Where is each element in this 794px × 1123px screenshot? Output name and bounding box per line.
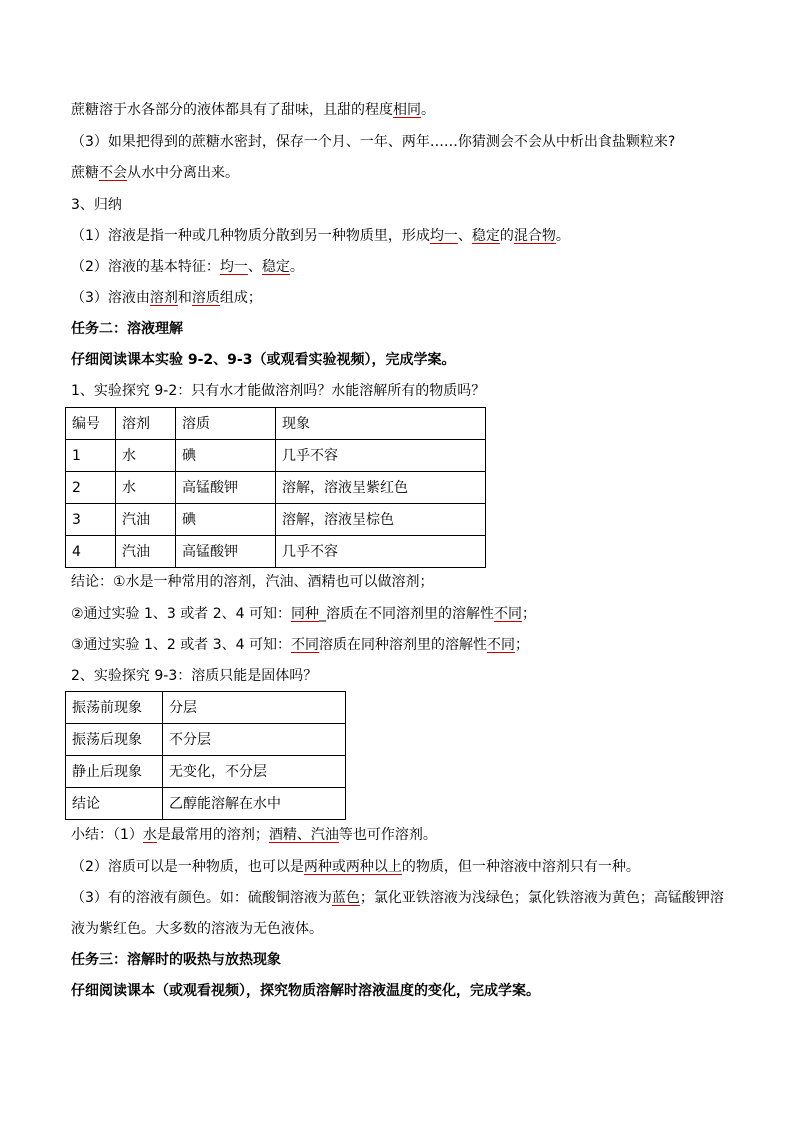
text-segment: 的	[499, 228, 514, 244]
experiment-1-table	[65, 407, 486, 568]
experiment-2-table	[65, 691, 346, 820]
answer-3-line	[71, 163, 239, 183]
text-segment: ③通过实验 1、2 或者 3、4 可知：	[71, 637, 291, 653]
table-cell: 静止后现象	[66, 756, 163, 788]
answer-stable: 稳定	[261, 259, 290, 275]
table-row	[66, 536, 486, 568]
answer-different: 不同	[493, 606, 522, 622]
table-cell: 3	[66, 504, 116, 536]
table-cell: 碘	[176, 440, 276, 472]
sweetness-line	[71, 100, 435, 120]
text-segment: 小结：（1）	[71, 827, 143, 843]
text-segment: ②通过实验 1、3 或者 2、4 可知：	[71, 606, 291, 622]
task3-instruction	[71, 981, 540, 1001]
recap-3	[71, 888, 724, 908]
answer-same: 相同	[393, 102, 421, 118]
answer-blue: 蓝色	[331, 890, 360, 906]
table-row	[66, 756, 346, 788]
table-cell: 汽油	[116, 504, 176, 536]
answer-different: 不同	[486, 637, 515, 653]
text-segment: _溶质在不同溶剂里的溶解性	[318, 606, 494, 622]
table-cell: 振荡前现象	[66, 692, 163, 724]
table-row	[66, 440, 486, 472]
table-cell: 高锰酸钾	[176, 536, 276, 568]
text-segment: （3）如果把得到的蔗糖水密封，保存一个月、一年、两年……你猜测会不会从中析出食盐颗粒来?	[71, 134, 676, 150]
text-segment: ；	[521, 606, 536, 622]
table-cell: 汽油	[116, 536, 176, 568]
experiment-2-question	[71, 666, 317, 686]
text-segment: 结论：①水是一种常用的溶剂，汽油、酒精也可以做溶剂；	[71, 574, 434, 590]
text-segment: ；氯化亚铁溶液为浅绿色；氯化铁溶液为黄色；高锰酸钾溶	[359, 890, 724, 906]
conclusion-3	[71, 635, 529, 655]
text-segment: （1）溶液是指一种或几种物质分散到另一种物质里，形成	[71, 228, 430, 244]
text-segment: 仔细阅读课本（或观看视频），探究物质溶解时溶液温度的变化，完成学案。	[71, 983, 540, 999]
answer-will-not: 不会	[99, 165, 127, 181]
table-cell: 2	[66, 472, 116, 504]
text-segment: 2、实验探究 9-3：溶质只能是固体吗？	[71, 668, 318, 684]
task3-title	[71, 950, 281, 970]
text-segment: 是最常用的溶剂；	[156, 827, 269, 843]
summary-item-2	[71, 257, 304, 277]
answer-stable: 稳定	[471, 228, 500, 244]
answer-mixture: 混合物	[513, 228, 556, 244]
table-cell: 几乎不容	[276, 536, 486, 568]
table-cell: 乙醇能溶解在水中	[163, 788, 346, 820]
text-segment: 的物质，但一种溶液中溶剂只有一种。	[401, 859, 640, 875]
task2-instruction	[71, 350, 455, 370]
conclusion-2	[71, 604, 536, 624]
recap-3-continued	[71, 919, 323, 939]
table-cell: 水	[116, 440, 176, 472]
recap-2	[71, 857, 640, 877]
text-segment: 、	[457, 228, 472, 244]
answer-uniform: 均一	[219, 259, 248, 275]
text-segment: 。	[421, 102, 435, 118]
text-segment: 液为紫红色。大多数的溶液为无色液体。	[71, 921, 323, 937]
answer-solvent: 溶剂	[149, 290, 178, 306]
table-cell: 水	[116, 472, 176, 504]
header-cell-solvent: 溶剂	[116, 408, 176, 440]
text-segment: ；	[514, 637, 529, 653]
table-row	[66, 472, 486, 504]
table-cell: 几乎不容	[276, 440, 486, 472]
text-segment: （2）溶液的基本特征：	[71, 259, 220, 275]
table-cell: 1	[66, 440, 116, 472]
header-cell-solute: 溶质	[176, 408, 276, 440]
table-row	[66, 788, 346, 820]
answer-two-or-more: 两种或两种以上	[303, 859, 402, 875]
table-cell: 碘	[176, 504, 276, 536]
text-segment: 溶质在同种溶剂里的溶解性	[318, 637, 487, 653]
table-cell: 结论	[66, 788, 163, 820]
table-cell: 无变化，不分层	[163, 756, 346, 788]
text-segment: 。	[555, 228, 570, 244]
recap-1	[71, 825, 437, 845]
answer-alcohol-gasoline: 酒精、汽油	[268, 827, 339, 843]
answer-different: 不同	[290, 637, 319, 653]
summary-item-1	[71, 226, 570, 246]
text-segment: 蔗糖	[71, 165, 99, 181]
experiment-1-question	[71, 381, 485, 401]
text-segment: 从水中分离出来。	[127, 165, 239, 181]
text-segment: 1、实验探究 9-2：只有水才能做溶剂吗？水能溶解所有的物质吗？	[71, 383, 486, 399]
table-cell: 振荡后现象	[66, 724, 163, 756]
text-segment: 蔗糖溶于水各部分的液体都具有了甜味，且甜的程度	[71, 102, 393, 118]
table-cell: 溶解，溶液呈棕色	[276, 504, 486, 536]
table-cell: 分层	[163, 692, 346, 724]
answer-water: 水	[142, 827, 157, 843]
header-cell-phenomenon: 现象	[276, 408, 486, 440]
answer-uniform: 均一	[429, 228, 458, 244]
text-segment: 组成；	[219, 290, 262, 306]
table-header-row	[66, 408, 486, 440]
text-segment: 和	[177, 290, 192, 306]
summary-item-3	[71, 288, 262, 308]
text-segment: 、	[247, 259, 262, 275]
table-cell: 高锰酸钾	[176, 472, 276, 504]
table-row	[66, 724, 346, 756]
text-segment: 任务二：溶液理解	[71, 321, 183, 337]
text-segment: 。	[289, 259, 304, 275]
table-cell: 溶解，溶液呈紫红色	[276, 472, 486, 504]
text-segment: 任务三：溶解时的吸热与放热现象	[71, 952, 281, 968]
table-cell: 不分层	[163, 724, 346, 756]
question-3	[71, 132, 675, 152]
summary-heading	[71, 195, 122, 215]
text-segment: 3、归纳	[71, 197, 122, 213]
text-segment: 仔细阅读课本实验 9-2、9-3（或观看实验视频），完成学案。	[71, 352, 456, 368]
task2-title	[71, 319, 183, 339]
table-row	[66, 504, 486, 536]
answer-same-kind: 同种	[290, 606, 319, 622]
table-row	[66, 692, 346, 724]
table-cell: 4	[66, 536, 116, 568]
header-cell-number: 编号	[66, 408, 116, 440]
text-segment: 等也可作溶剂。	[338, 827, 437, 843]
answer-solute: 溶质	[191, 290, 220, 306]
text-segment: （3）有的溶液有颜色。如：硫酸铜溶液为	[71, 890, 332, 906]
conclusion-1	[71, 572, 434, 592]
text-segment: （2）溶质可以是一种物质，也可以是	[71, 859, 304, 875]
text-segment: （3）溶液由	[71, 290, 150, 306]
